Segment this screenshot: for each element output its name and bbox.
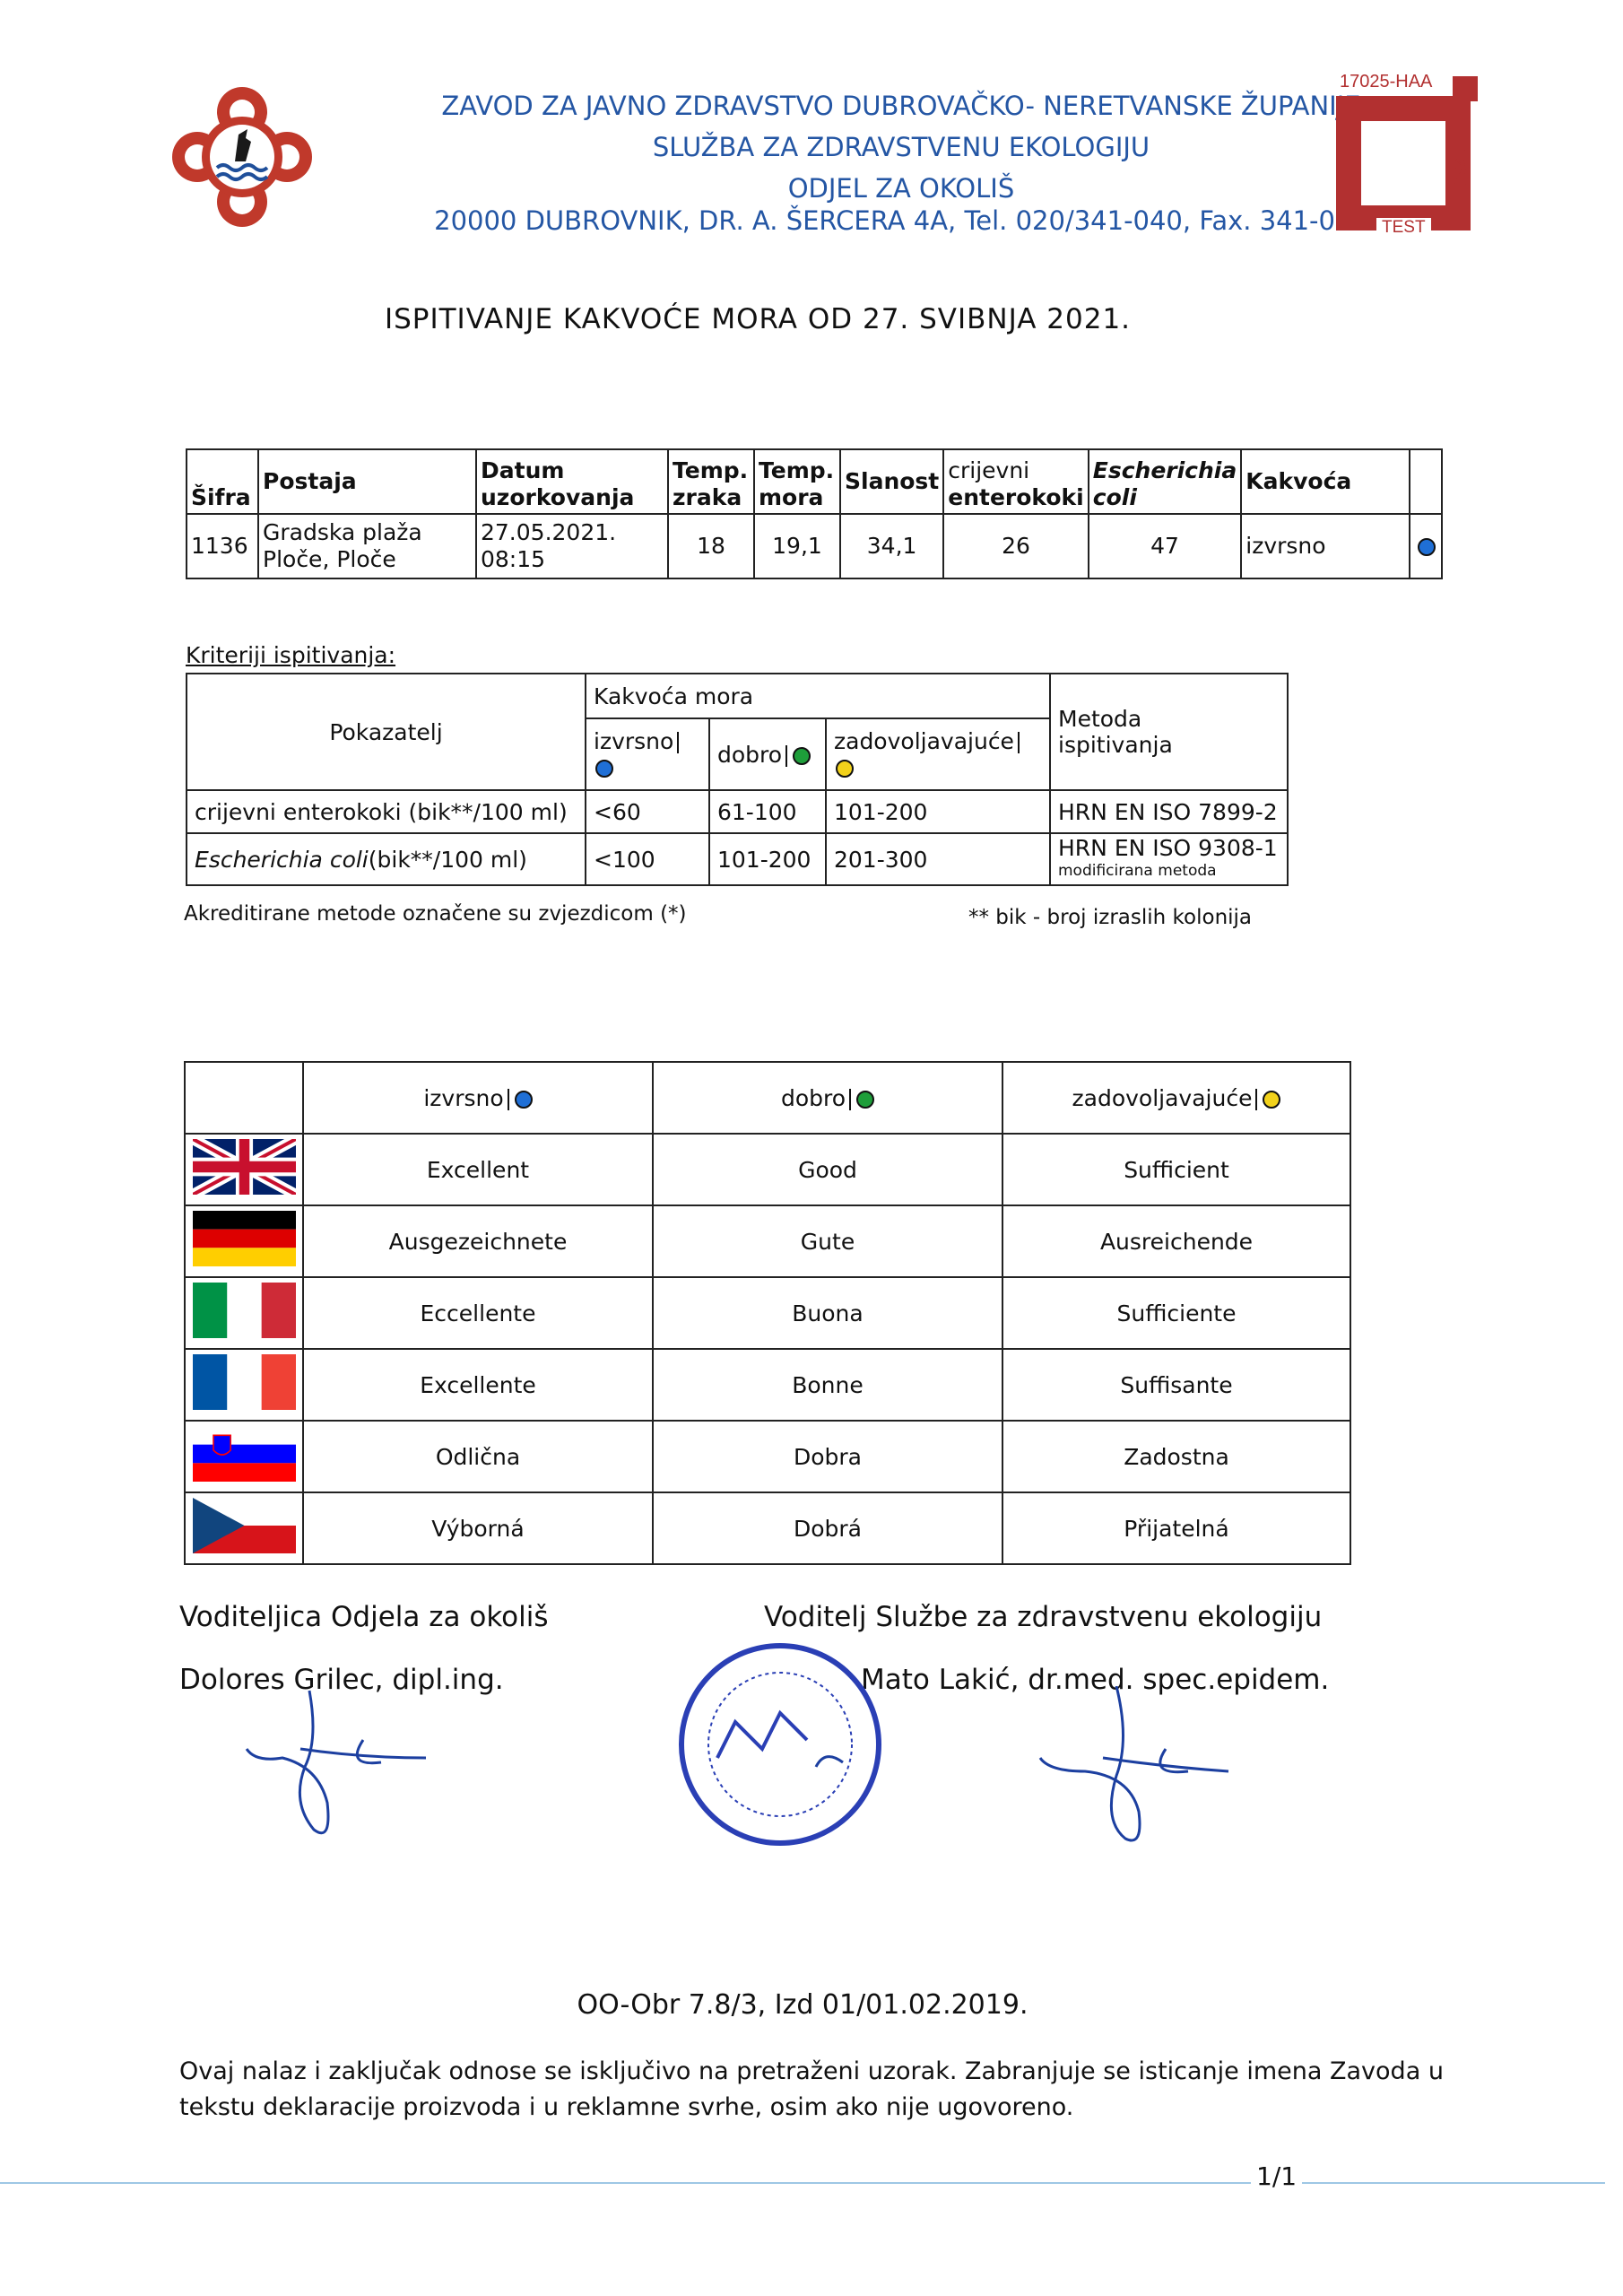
- criteria-kakvoca-header: Kakvoća mora: [586, 674, 1050, 718]
- translation-sufficient: Sufficient: [1002, 1134, 1350, 1205]
- footer-divider: [0, 2182, 1605, 2184]
- cell-datum: 27.05.2021. 08:15: [476, 514, 668, 578]
- cell-enterokoki: 26: [943, 514, 1089, 578]
- translations-table: [184, 1061, 1351, 1565]
- criteria-metoda: HRN EN ISO 7899-2: [1050, 790, 1288, 833]
- translation-header-zadovoljavajuce: zadovoljavajuće: [1002, 1062, 1350, 1134]
- department-name: ODJEL ZA OKOLIŠ: [787, 173, 1015, 204]
- col-temp-mora: Temp. mora: [754, 449, 840, 514]
- uk-flag-icon: [193, 1139, 296, 1195]
- criteria-izvrsno-header: izvrsno: [586, 718, 709, 790]
- translation-good: Dobrá: [653, 1492, 1002, 1564]
- translation-excellent: Excellente: [303, 1349, 653, 1421]
- translation-excellent: Ausgezeichnete: [303, 1205, 653, 1277]
- form-code: OO-Obr 7.8/3, Izd 01/01.02.2019.: [577, 1989, 1028, 2021]
- translation-row: [185, 1134, 1350, 1205]
- dobro-dot-icon: [793, 747, 811, 765]
- criteria-dobro: 101-200: [709, 833, 826, 885]
- slovenia-flag-icon: [193, 1426, 296, 1482]
- left-signatory-title: Voditeljica Odjela za okoliš: [179, 1601, 549, 1633]
- izvrsno-dot-icon: [515, 1091, 533, 1109]
- translation-good: Bonne: [653, 1349, 1002, 1421]
- right-signatory-name: Mato Lakić, dr.med. spec.epidem.: [861, 1664, 1330, 1696]
- col-slanost: Slanost: [840, 449, 943, 514]
- translation-sufficient: Přijatelná: [1002, 1492, 1350, 1564]
- results-row: [187, 514, 1442, 578]
- criteria-metoda: HRN EN ISO 9308-1 modificirana metoda: [1050, 833, 1288, 885]
- cell-temp-zraka: 18: [668, 514, 754, 578]
- institute-address: 20000 DUBROVNIK, DR. A. ŠERCERA 4A, Tel. 020/341-040, Fax. 341-050: [434, 205, 1368, 236]
- translation-good: Good: [653, 1134, 1002, 1205]
- criteria-pokazatelj: crijevni enterokoki (bik**/100 ml): [187, 790, 586, 833]
- col-ecoli: Escherichia coli: [1089, 449, 1242, 514]
- page-number: 1/1: [1251, 2161, 1302, 2191]
- criteria-dobro: 61-100: [709, 790, 826, 833]
- cert-number: 1285: [1450, 148, 1469, 187]
- izvrsno-dot-icon: [595, 760, 613, 778]
- criteria-zadovoljavajuce-header: zadovoljavajuće: [826, 718, 1050, 790]
- col-sifra: Šifra: [187, 449, 258, 514]
- col-indicator: [1410, 449, 1442, 514]
- germany-flag-icon: [193, 1211, 296, 1266]
- translation-row: [185, 1349, 1350, 1421]
- italy-flag-icon: [193, 1283, 296, 1338]
- criteria-dobro-header: dobro: [709, 718, 826, 790]
- col-temp-zraka: Temp. zraka: [668, 449, 754, 514]
- quality-dot-icon: [1418, 538, 1436, 556]
- institute-name: ZAVOD ZA JAVNO ZDRAVSTVO DUBROVAČKO- NERETVANSKE ŽUPANIJE: [441, 91, 1361, 121]
- translation-header-izvrsno: izvrsno: [303, 1062, 653, 1134]
- translation-good: Gute: [653, 1205, 1002, 1277]
- translation-row: [185, 1421, 1350, 1492]
- right-signature-image: [1031, 1686, 1237, 1848]
- results-header-row: [187, 449, 1442, 514]
- accreditation-mark: [1327, 67, 1497, 242]
- cell-kakvoca: izvrsno: [1241, 514, 1410, 578]
- criteria-row: [187, 833, 1288, 885]
- criteria-pokazatelj-header: Pokazatelj: [187, 674, 586, 790]
- results-table: [186, 448, 1443, 579]
- cell-quality-indicator: [1410, 514, 1442, 578]
- criteria-zadovoljavajuce: 201-300: [826, 833, 1050, 885]
- col-kakvoca: Kakvoća: [1241, 449, 1410, 514]
- cell-temp-mora: 19,1: [754, 514, 840, 578]
- zadovoljavajuce-dot-icon: [1263, 1091, 1280, 1109]
- cell-slanost: 34,1: [840, 514, 943, 578]
- bik-note: ** bik - broj izraslih kolonija: [968, 906, 1253, 929]
- left-signature-image: [229, 1686, 444, 1839]
- france-flag-icon: [193, 1354, 296, 1410]
- cert-corner-mark: [1453, 76, 1478, 101]
- translation-row: [185, 1277, 1350, 1349]
- translation-row: [185, 1205, 1350, 1277]
- criteria-metoda-header: Metoda ispitivanja: [1050, 674, 1288, 790]
- cert-code: 17025-HAA: [1340, 72, 1433, 91]
- criteria-label: Kriteriji ispitivanja:: [186, 642, 396, 668]
- dobro-dot-icon: [856, 1091, 874, 1109]
- official-stamp-image: [664, 1614, 897, 1874]
- cell-postaja: Gradska plaža Ploče, Ploče: [258, 514, 476, 578]
- translation-excellent: Eccellente: [303, 1277, 653, 1349]
- right-signatory-title: Voditelj Službe za zdravstvenu ekologiju: [764, 1601, 1323, 1633]
- translation-row: [185, 1492, 1350, 1564]
- document-title: ISPITIVANJE KAKVOĆE MORA OD 27. SVIBNJA 2021.: [384, 303, 1132, 335]
- criteria-izvrsno: <60: [586, 790, 709, 833]
- institute-logo-icon: [170, 85, 314, 229]
- accredited-methods-note: Akreditirane metode označene su zvjezdicom (*): [184, 902, 687, 926]
- cell-ecoli: 47: [1089, 514, 1242, 578]
- translation-excellent: Výborná: [303, 1492, 653, 1564]
- col-postaja: Postaja: [258, 449, 476, 514]
- criteria-pokazatelj: Escherichia coli(bik**/100 ml): [187, 833, 586, 885]
- zadovoljavajuce-dot-icon: [836, 760, 854, 778]
- translation-header-dobro: dobro: [653, 1062, 1002, 1134]
- col-enterokoki: crijevni enterokoki: [943, 449, 1089, 514]
- translation-good: Buona: [653, 1277, 1002, 1349]
- left-signatory-name: Dolores Grilec, dipl.ing.: [179, 1664, 504, 1696]
- translation-sufficient: Zadostna: [1002, 1421, 1350, 1492]
- criteria-izvrsno: <100: [586, 833, 709, 885]
- translation-excellent: Odlična: [303, 1421, 653, 1492]
- translation-sufficient: Sufficiente: [1002, 1277, 1350, 1349]
- translations-header-row: [185, 1062, 1350, 1134]
- disclaimer: Ovaj nalaz i zaključak odnose se isključivo na pretraženi uzorak. Zabranjuje se isticanje imena Zavoda u tekstu deklaracije proizvoda i u reklamne svrhe, osim ako nije ugovoreno.: [179, 2057, 1444, 2121]
- translation-sufficient: Suffisante: [1002, 1349, 1350, 1421]
- cert-label: TEST: [1376, 218, 1431, 238]
- translation-excellent: Excellent: [303, 1134, 653, 1205]
- col-datum: Datum uzorkovanja: [476, 449, 668, 514]
- translation-good: Dobra: [653, 1421, 1002, 1492]
- criteria-zadovoljavajuce: 101-200: [826, 790, 1050, 833]
- cell-sifra: 1136: [187, 514, 258, 578]
- criteria-table: [186, 673, 1289, 886]
- criteria-row: [187, 790, 1288, 833]
- translation-sufficient: Ausreichende: [1002, 1205, 1350, 1277]
- service-name: SLUŽBA ZA ZDRAVSTVENU EKOLOGIJU: [652, 132, 1150, 162]
- czech-flag-icon: [193, 1498, 296, 1553]
